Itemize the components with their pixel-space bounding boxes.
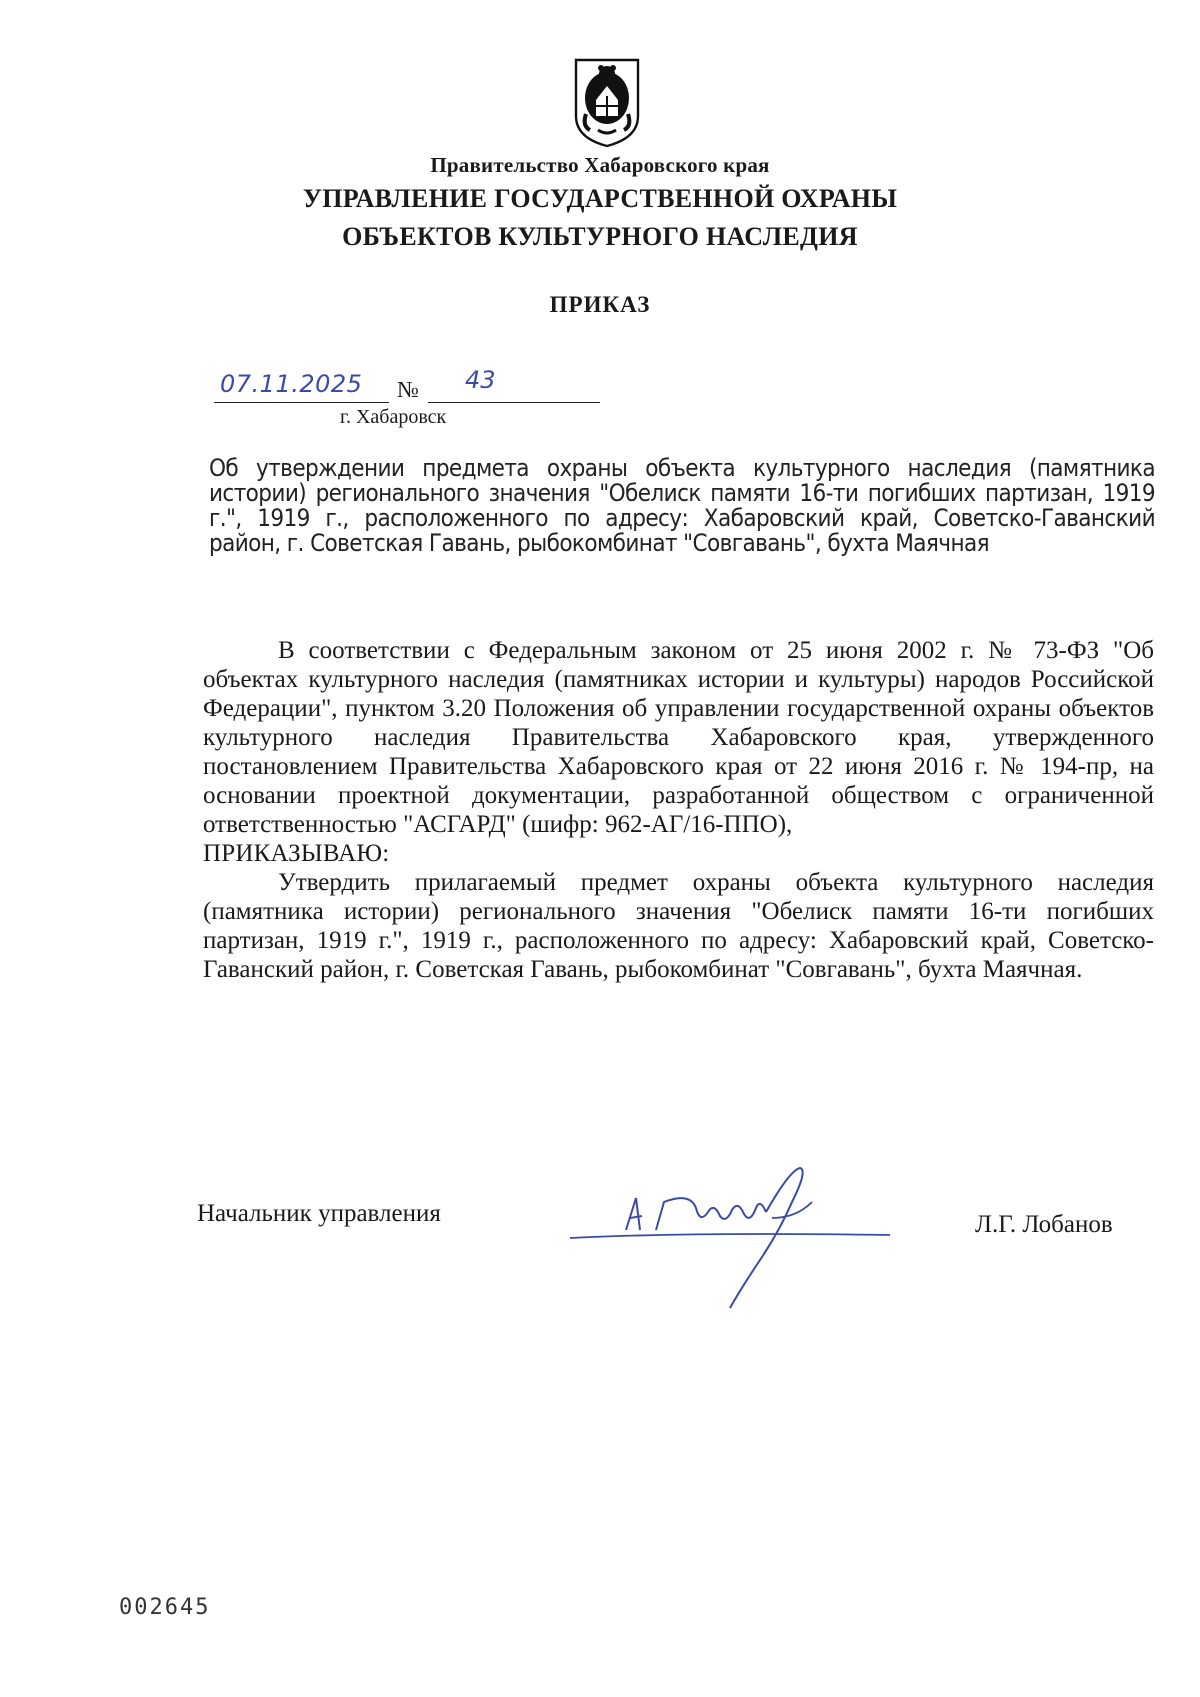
number-label: № [397, 377, 419, 402]
order-body [203, 636, 1154, 984]
government-name: Правительство Хабаровского края [430, 153, 770, 177]
handwritten-signature [560, 1150, 960, 1320]
department-name-line-2: ОБЪЕКТОВ КУЛЬТУРНОГО НАСЛЕДИЯ [342, 222, 858, 251]
order-subject: Об утверждении предмета охраны объекта культурного наследия (памятника истории) регионального значения "Обелиск памяти 16-ти погибших партизан, 1919 г.", 1919 г., расположенного по адресу: Хабаровский край, Советско-Гаванский район, г. Советская Гавань, рыбокомбинат "Совгавань", бухта Маячная [209, 454, 1155, 557]
date-underline [214, 402, 389, 403]
preamble-paragraph: В соответствии с Федеральным законом от 25 июня 2002 г. № 73-ФЗ "Об объектах культурного наследия (памятниках истории и культуры) народов Российской Федерации", пунктом 3.20 Положения об управлении государственной охраны объектов культурного наследия Правительства Хабаровского края, утвержденного постановлением Правительства Хабаровского края от 22 июня 2016 г. № 194-пр, на основании проектной документации, разработанной обществом с ограниченной ответственностью "АСГАРД" (шифр: 962-АГ/16-ППО), [203, 637, 1154, 838]
resolution-paragraph: Утвердить прилагаемый предмет охраны объекта культурного наследия (памятника истории) регионального значения "Обелиск памяти 16-ти погибших партизан, 1919 г.", 1919 г., расположенного по адресу: Хабаровский край, Советско-Гаванский район, г. Советская Гавань, рыбокомбинат "Совгавань", бухта Маячная. [203, 869, 1154, 983]
form-serial-number: 002645 [119, 1595, 211, 1620]
department-name-line-1: УПРАВЛЕНИЕ ГОСУДАРСТВЕННОЙ ОХРАНЫ [302, 184, 898, 213]
signer-name: Л.Г. Лобанов [975, 1211, 1113, 1238]
order-date: 07.11.2025 [220, 370, 363, 398]
order-keyword: ПРИКАЗЫВАЮ: [203, 840, 390, 867]
order-number: 43 [465, 366, 496, 394]
city: г. Хабаровск [340, 406, 447, 428]
signer-position: Начальник управления [197, 1200, 441, 1227]
number-underline [428, 402, 600, 403]
coat-of-arms-icon [572, 56, 642, 150]
document-type: ПРИКАЗ [549, 292, 651, 317]
